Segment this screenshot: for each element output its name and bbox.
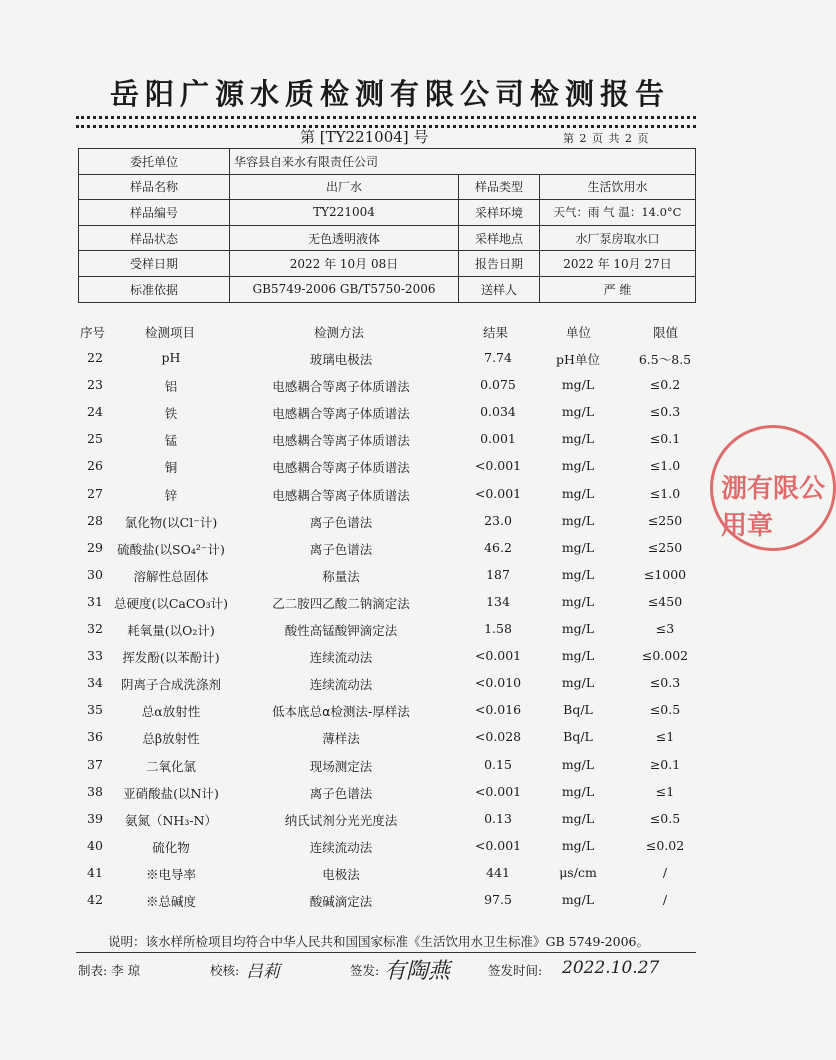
row-item: 溶解性总固体 — [133, 568, 209, 584]
row-result: <0.001 — [474, 485, 522, 501]
row-unit: mg/L — [561, 458, 595, 474]
row-item: pH — [161, 350, 181, 365]
row-result: <0.016 — [474, 702, 522, 718]
row-number: 31 — [87, 593, 103, 609]
row-result: 0.15 — [484, 756, 512, 772]
row-item: 铁 — [164, 406, 178, 422]
result-row — [0, 346, 750, 373]
row-method: 离子色谱法 — [309, 541, 373, 557]
row-item: 锌 — [164, 487, 178, 503]
row-unit: μs/cm — [559, 864, 597, 880]
row-limit: 6.5～8.5 — [638, 352, 692, 367]
info-value: 水厂泵房取水口 — [540, 225, 696, 251]
row-limit: ≥0.1 — [649, 756, 681, 772]
row-unit: mg/L — [561, 512, 595, 528]
info-value: 出厂水 — [230, 174, 459, 200]
row-method: 称量法 — [322, 568, 360, 584]
info-label: 采样地点 — [459, 225, 540, 251]
info-label: 样品编号 — [79, 200, 230, 226]
row-item: 氯化物(以Cl⁻计) — [124, 514, 218, 530]
row-number: 40 — [87, 837, 103, 853]
result-row — [0, 617, 750, 644]
row-unit: Bq/L — [563, 702, 593, 718]
row-item: 总β放射性 — [142, 731, 200, 747]
row-number: 26 — [87, 458, 103, 474]
info-label: 标准依据 — [79, 276, 230, 302]
row-method: 酸碱滴定法 — [309, 894, 373, 909]
row-item: 总α放射性 — [141, 704, 201, 720]
row-result: 46.2 — [484, 539, 512, 555]
result-row — [0, 536, 750, 563]
row-limit: ≤0.5 — [649, 810, 681, 826]
row-limit: / — [662, 864, 668, 880]
issue-date-handwritten: 2022.10.27 — [562, 958, 660, 978]
row-method: 电感耦合等离子体质谱法 — [272, 460, 410, 476]
result-row — [0, 861, 750, 888]
row-item: 亚硝酸盐(以N计) — [123, 785, 219, 801]
row-item: 硫化物 — [152, 839, 190, 855]
row-limit: ≤0.2 — [649, 377, 681, 393]
result-row — [0, 482, 750, 509]
info-row — [79, 276, 696, 302]
info-row — [79, 251, 696, 277]
row-method: 连续流动法 — [309, 677, 373, 693]
row-result: 441 — [486, 864, 510, 880]
info-label: 送样人 — [459, 276, 540, 302]
row-number: 27 — [87, 485, 103, 501]
row-item: ※电导率 — [145, 866, 196, 882]
row-number: 34 — [87, 675, 103, 691]
info-value: 2022 年 10月 27日 — [540, 251, 696, 277]
row-limit: ≤1000 — [643, 566, 687, 582]
row-unit: pH单位 — [556, 352, 600, 367]
sample-info-table — [78, 148, 696, 303]
row-limit: ≤3 — [655, 621, 675, 636]
row-result: 97.5 — [484, 892, 512, 907]
info-row — [79, 174, 696, 200]
row-number: 41 — [87, 864, 103, 880]
row-method: 电感耦合等离子体质谱法 — [272, 487, 410, 503]
result-row — [0, 725, 750, 752]
row-unit: mg/L — [561, 566, 595, 582]
info-value: 无色透明液体 — [230, 225, 459, 251]
row-unit: mg/L — [561, 404, 595, 420]
row-unit: mg/L — [561, 648, 595, 664]
result-row — [0, 671, 750, 698]
row-method: 离子色谱法 — [309, 514, 373, 530]
row-number: 23 — [87, 377, 103, 393]
checked-by-label: 校核: — [210, 963, 240, 978]
row-limit: ≤0.1 — [649, 431, 681, 447]
row-unit: mg/L — [561, 837, 595, 853]
report-title: 岳阳广源水质检测有限公司检测报告 — [109, 77, 670, 111]
row-item: 二氧化氯 — [145, 758, 196, 774]
row-result: 0.075 — [480, 377, 516, 393]
info-label: 采样环境 — [459, 200, 540, 226]
row-method: 乙二胺四乙酸二钠滴定法 — [272, 595, 410, 611]
row-result: 0.034 — [480, 404, 516, 420]
col-header-result: 结果 — [483, 325, 509, 340]
info-value: 严 维 — [540, 276, 696, 302]
row-result: <0.028 — [474, 729, 522, 745]
row-number: 28 — [87, 512, 103, 528]
prepared-by: 制表: 李 琼 — [78, 963, 141, 978]
row-limit: ≤1.0 — [649, 458, 681, 474]
info-value: 生活饮用水 — [540, 174, 696, 200]
row-method: 连续流动法 — [309, 839, 373, 855]
row-result: <0.010 — [474, 675, 522, 691]
info-value: GB5749-2006 GB/T5750-2006 — [230, 276, 459, 302]
row-method: 电极法 — [322, 866, 360, 882]
row-unit: Bq/L — [563, 729, 593, 745]
info-value: 2022 年 10月 08日 — [230, 251, 459, 277]
info-row — [79, 225, 696, 251]
row-method: 纳氏试剂分光光度法 — [284, 812, 398, 828]
row-method: 玻璃电极法 — [309, 352, 373, 367]
row-unit: mg/L — [561, 539, 595, 555]
row-unit: mg/L — [561, 810, 595, 826]
info-row — [79, 200, 696, 226]
row-number: 37 — [87, 756, 103, 772]
issue-date-label: 签发时间: — [488, 963, 543, 978]
row-result: <0.001 — [474, 458, 522, 474]
col-header-item: 检测项目 — [145, 325, 196, 340]
row-method: 电感耦合等离子体质谱法 — [272, 379, 410, 395]
result-row — [0, 563, 750, 590]
info-value: 华容县自来水有限责任公司 — [230, 149, 696, 175]
row-unit: mg/L — [561, 756, 595, 772]
row-item: 阴离子合成洗涤剂 — [120, 677, 221, 693]
row-unit: mg/L — [561, 675, 595, 691]
row-number: 25 — [87, 431, 103, 447]
row-unit: mg/L — [561, 783, 595, 799]
row-result: <0.001 — [474, 783, 522, 799]
col-header-limit: 限值 — [653, 325, 679, 340]
info-value: TY221004 — [230, 200, 459, 226]
document-number: 第 [TY221004] 号 — [300, 128, 429, 146]
row-result: <0.001 — [474, 648, 522, 664]
result-row — [0, 454, 750, 481]
row-method: 现场测定法 — [309, 758, 373, 774]
result-row — [0, 807, 750, 834]
row-number: 30 — [87, 566, 103, 582]
result-row — [0, 400, 750, 427]
row-method: 离子色谱法 — [309, 785, 373, 801]
result-row — [0, 888, 750, 915]
row-item: 耗氧量(以O₂计) — [127, 623, 215, 638]
row-unit: mg/L — [561, 621, 595, 636]
checker-signature: 吕莉 — [246, 962, 280, 982]
row-limit: ≤250 — [647, 539, 683, 555]
row-method: 电感耦合等离子体质谱法 — [272, 406, 410, 422]
row-item: 总硬度(以CaCO₃计) — [113, 595, 229, 611]
row-item: 硫酸盐(以SO₄²⁻计) — [117, 541, 225, 557]
info-label: 样品名称 — [79, 174, 230, 200]
result-row — [0, 373, 750, 400]
issuer-signature: 有陶燕 — [384, 959, 451, 984]
row-number: 35 — [87, 702, 103, 718]
row-item: 铝 — [164, 379, 178, 395]
info-row — [79, 149, 696, 175]
col-header-no: 序号 — [80, 325, 106, 340]
row-limit: ≤450 — [647, 593, 683, 609]
row-limit: ≤1.0 — [649, 485, 681, 501]
row-number: 29 — [87, 539, 103, 555]
row-result: <0.001 — [474, 837, 522, 853]
result-row — [0, 780, 750, 807]
row-method: 低本底总α检测法-厚样法 — [272, 704, 410, 720]
company-seal — [710, 425, 836, 551]
row-item: 氨氮（NH₃-N） — [124, 812, 217, 828]
row-number: 42 — [87, 892, 103, 907]
row-number: 38 — [87, 783, 103, 799]
row-unit: mg/L — [561, 485, 595, 501]
result-row — [0, 834, 750, 861]
row-number: 32 — [87, 621, 103, 636]
row-unit: mg/L — [561, 431, 595, 447]
row-number: 36 — [87, 729, 103, 745]
result-row — [0, 753, 750, 780]
row-item: 铜 — [164, 460, 178, 476]
page-info: 第 2 页 共 2 页 — [563, 132, 650, 145]
row-item: ※总碱度 — [145, 894, 196, 909]
row-limit: ≤1 — [655, 783, 675, 799]
row-item: 挥发酚(以苯酚计) — [122, 650, 220, 666]
row-method: 连续流动法 — [309, 650, 373, 666]
result-row — [0, 427, 750, 454]
info-label: 报告日期 — [459, 251, 540, 277]
row-limit: ≤0.5 — [649, 702, 681, 718]
issued-by-label: 签发: — [350, 963, 380, 978]
row-limit: ≤0.3 — [649, 404, 681, 420]
row-limit: ≤1 — [655, 729, 675, 745]
row-unit: mg/L — [561, 892, 595, 907]
row-method: 薄样法 — [322, 731, 360, 747]
row-result: 134 — [486, 593, 510, 609]
row-limit: ≤0.3 — [649, 675, 681, 691]
conclusion-note: 说明：该水样所检项目均符合中华人民共和国国家标准《生活饮用水卫生标准》GB 5749-2006。 — [108, 934, 649, 949]
row-result: 0.001 — [480, 431, 516, 447]
result-row — [0, 698, 750, 725]
row-limit: ≤0.02 — [645, 837, 685, 853]
row-result: 0.13 — [484, 810, 512, 826]
col-header-unit: 单位 — [566, 325, 592, 340]
result-row — [0, 644, 750, 671]
result-row — [0, 509, 750, 536]
col-header-method: 检测方法 — [314, 325, 365, 340]
info-label: 样品状态 — [79, 225, 230, 251]
info-label: 样品类型 — [459, 174, 540, 200]
row-unit: mg/L — [561, 593, 595, 609]
row-item: 锰 — [164, 433, 178, 449]
row-number: 22 — [87, 350, 103, 365]
seal-text: 淜有限公 用章 — [721, 474, 826, 541]
row-number: 24 — [87, 404, 103, 420]
row-result: 23.0 — [484, 512, 512, 528]
row-method: 电感耦合等离子体质谱法 — [272, 433, 410, 449]
row-limit: / — [662, 892, 668, 907]
row-number: 39 — [87, 810, 103, 826]
info-label: 受样日期 — [79, 251, 230, 277]
row-result: 1.58 — [484, 621, 512, 636]
row-limit: ≤250 — [647, 512, 683, 528]
row-number: 33 — [87, 648, 103, 664]
row-unit: mg/L — [561, 377, 595, 393]
info-label: 委托单位 — [79, 149, 230, 175]
row-result: 187 — [486, 566, 510, 582]
footer-divider — [76, 952, 696, 953]
row-limit: ≤0.002 — [641, 648, 689, 664]
result-row — [0, 590, 750, 617]
row-result: 7.74 — [484, 350, 512, 365]
info-value: 天气：雨 气 温：14.0°C — [540, 200, 696, 226]
row-method: 酸性高锰酸钾滴定法 — [284, 623, 398, 638]
